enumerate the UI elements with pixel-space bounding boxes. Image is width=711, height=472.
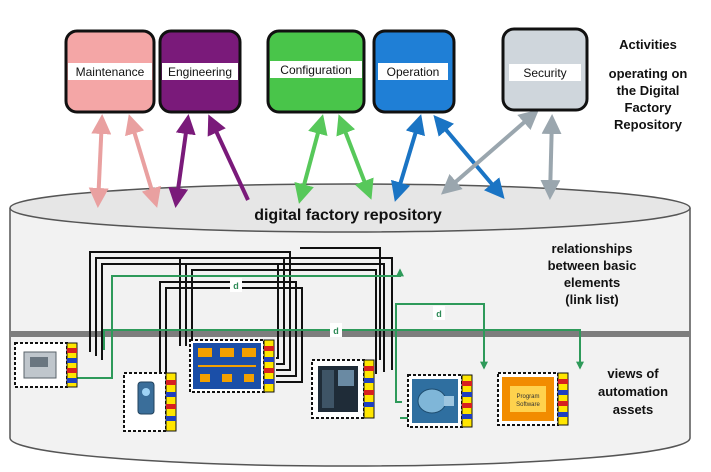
sensor-lens-icon <box>142 388 150 396</box>
attr-red <box>462 381 472 386</box>
caption-line: elements <box>563 275 621 290</box>
attr-red <box>558 379 568 384</box>
asset-sensor <box>124 373 176 431</box>
activity-label: Operation <box>386 65 440 79</box>
link-d-label: d <box>333 326 339 336</box>
activity-configuration <box>268 31 364 112</box>
controller-module-icon <box>322 370 334 408</box>
activity-label: Engineering <box>167 65 233 79</box>
attr-blue <box>364 378 374 383</box>
attr-red <box>67 368 77 373</box>
motor-shaft-icon <box>444 396 454 406</box>
security-arrow-2 <box>550 118 552 196</box>
attr-red <box>264 346 274 351</box>
asset-software <box>498 373 568 425</box>
activity-label: Configuration <box>280 63 352 77</box>
attr-red <box>364 366 374 371</box>
caption-line: Factory <box>624 100 672 115</box>
link-d-label: d <box>436 309 442 319</box>
sensor-icon <box>138 382 154 414</box>
asset-controller <box>312 360 374 418</box>
activity-label: Security <box>523 66 567 80</box>
asset-network <box>190 340 274 392</box>
controller-module-icon <box>338 370 354 386</box>
activity-maintenance <box>66 31 154 112</box>
repository-title: digital factory repository <box>254 207 442 224</box>
caption-line: views of <box>607 366 659 381</box>
caption-line: operating on <box>608 66 688 81</box>
network-node-icon <box>198 348 212 357</box>
attr-blue <box>264 379 274 384</box>
attr-blue <box>364 402 374 407</box>
caption-line: (link list) <box>565 292 619 307</box>
activity-security <box>503 29 587 110</box>
activity-engineering <box>160 31 240 112</box>
attr-blue <box>166 416 176 421</box>
attr-blue <box>67 378 77 383</box>
activities-caption <box>609 37 688 132</box>
caption-line: the Digital <box>616 83 680 98</box>
attr-red <box>558 401 568 406</box>
attr-red <box>166 380 176 385</box>
attr-blue <box>558 390 568 395</box>
network-node-icon <box>220 348 234 357</box>
network-node-icon <box>222 374 232 382</box>
caption-line: Activities <box>619 37 677 52</box>
drive-unit-panel-icon <box>30 357 48 367</box>
software-text: Software <box>516 402 540 408</box>
attr-blue <box>67 358 77 363</box>
attr-blue <box>264 357 274 362</box>
network-node-icon <box>242 348 256 357</box>
attr-blue <box>166 392 176 397</box>
motor-icon <box>418 389 446 413</box>
attr-red <box>166 404 176 409</box>
caption-line: assets <box>612 402 654 417</box>
attr-red <box>364 390 374 395</box>
attr-red <box>462 403 472 408</box>
attr-red <box>264 368 274 373</box>
network-node-icon <box>244 374 254 382</box>
attr-red <box>67 348 77 353</box>
asset-motor <box>408 375 472 427</box>
attr-blue <box>462 392 472 397</box>
activity-operation <box>374 31 454 112</box>
caption-line: relationships <box>551 241 633 256</box>
attr-blue <box>462 414 472 419</box>
asset-drive-unit <box>15 343 77 387</box>
attr-blue <box>558 412 568 417</box>
caption-line: Repository <box>614 117 682 132</box>
link-d-label: d <box>233 281 239 291</box>
software-text: Program <box>516 394 540 400</box>
activity-label: Maintenance <box>75 65 145 79</box>
caption-line: between basic <box>547 258 637 273</box>
network-node-icon <box>200 374 210 382</box>
caption-line: automation <box>597 384 669 399</box>
